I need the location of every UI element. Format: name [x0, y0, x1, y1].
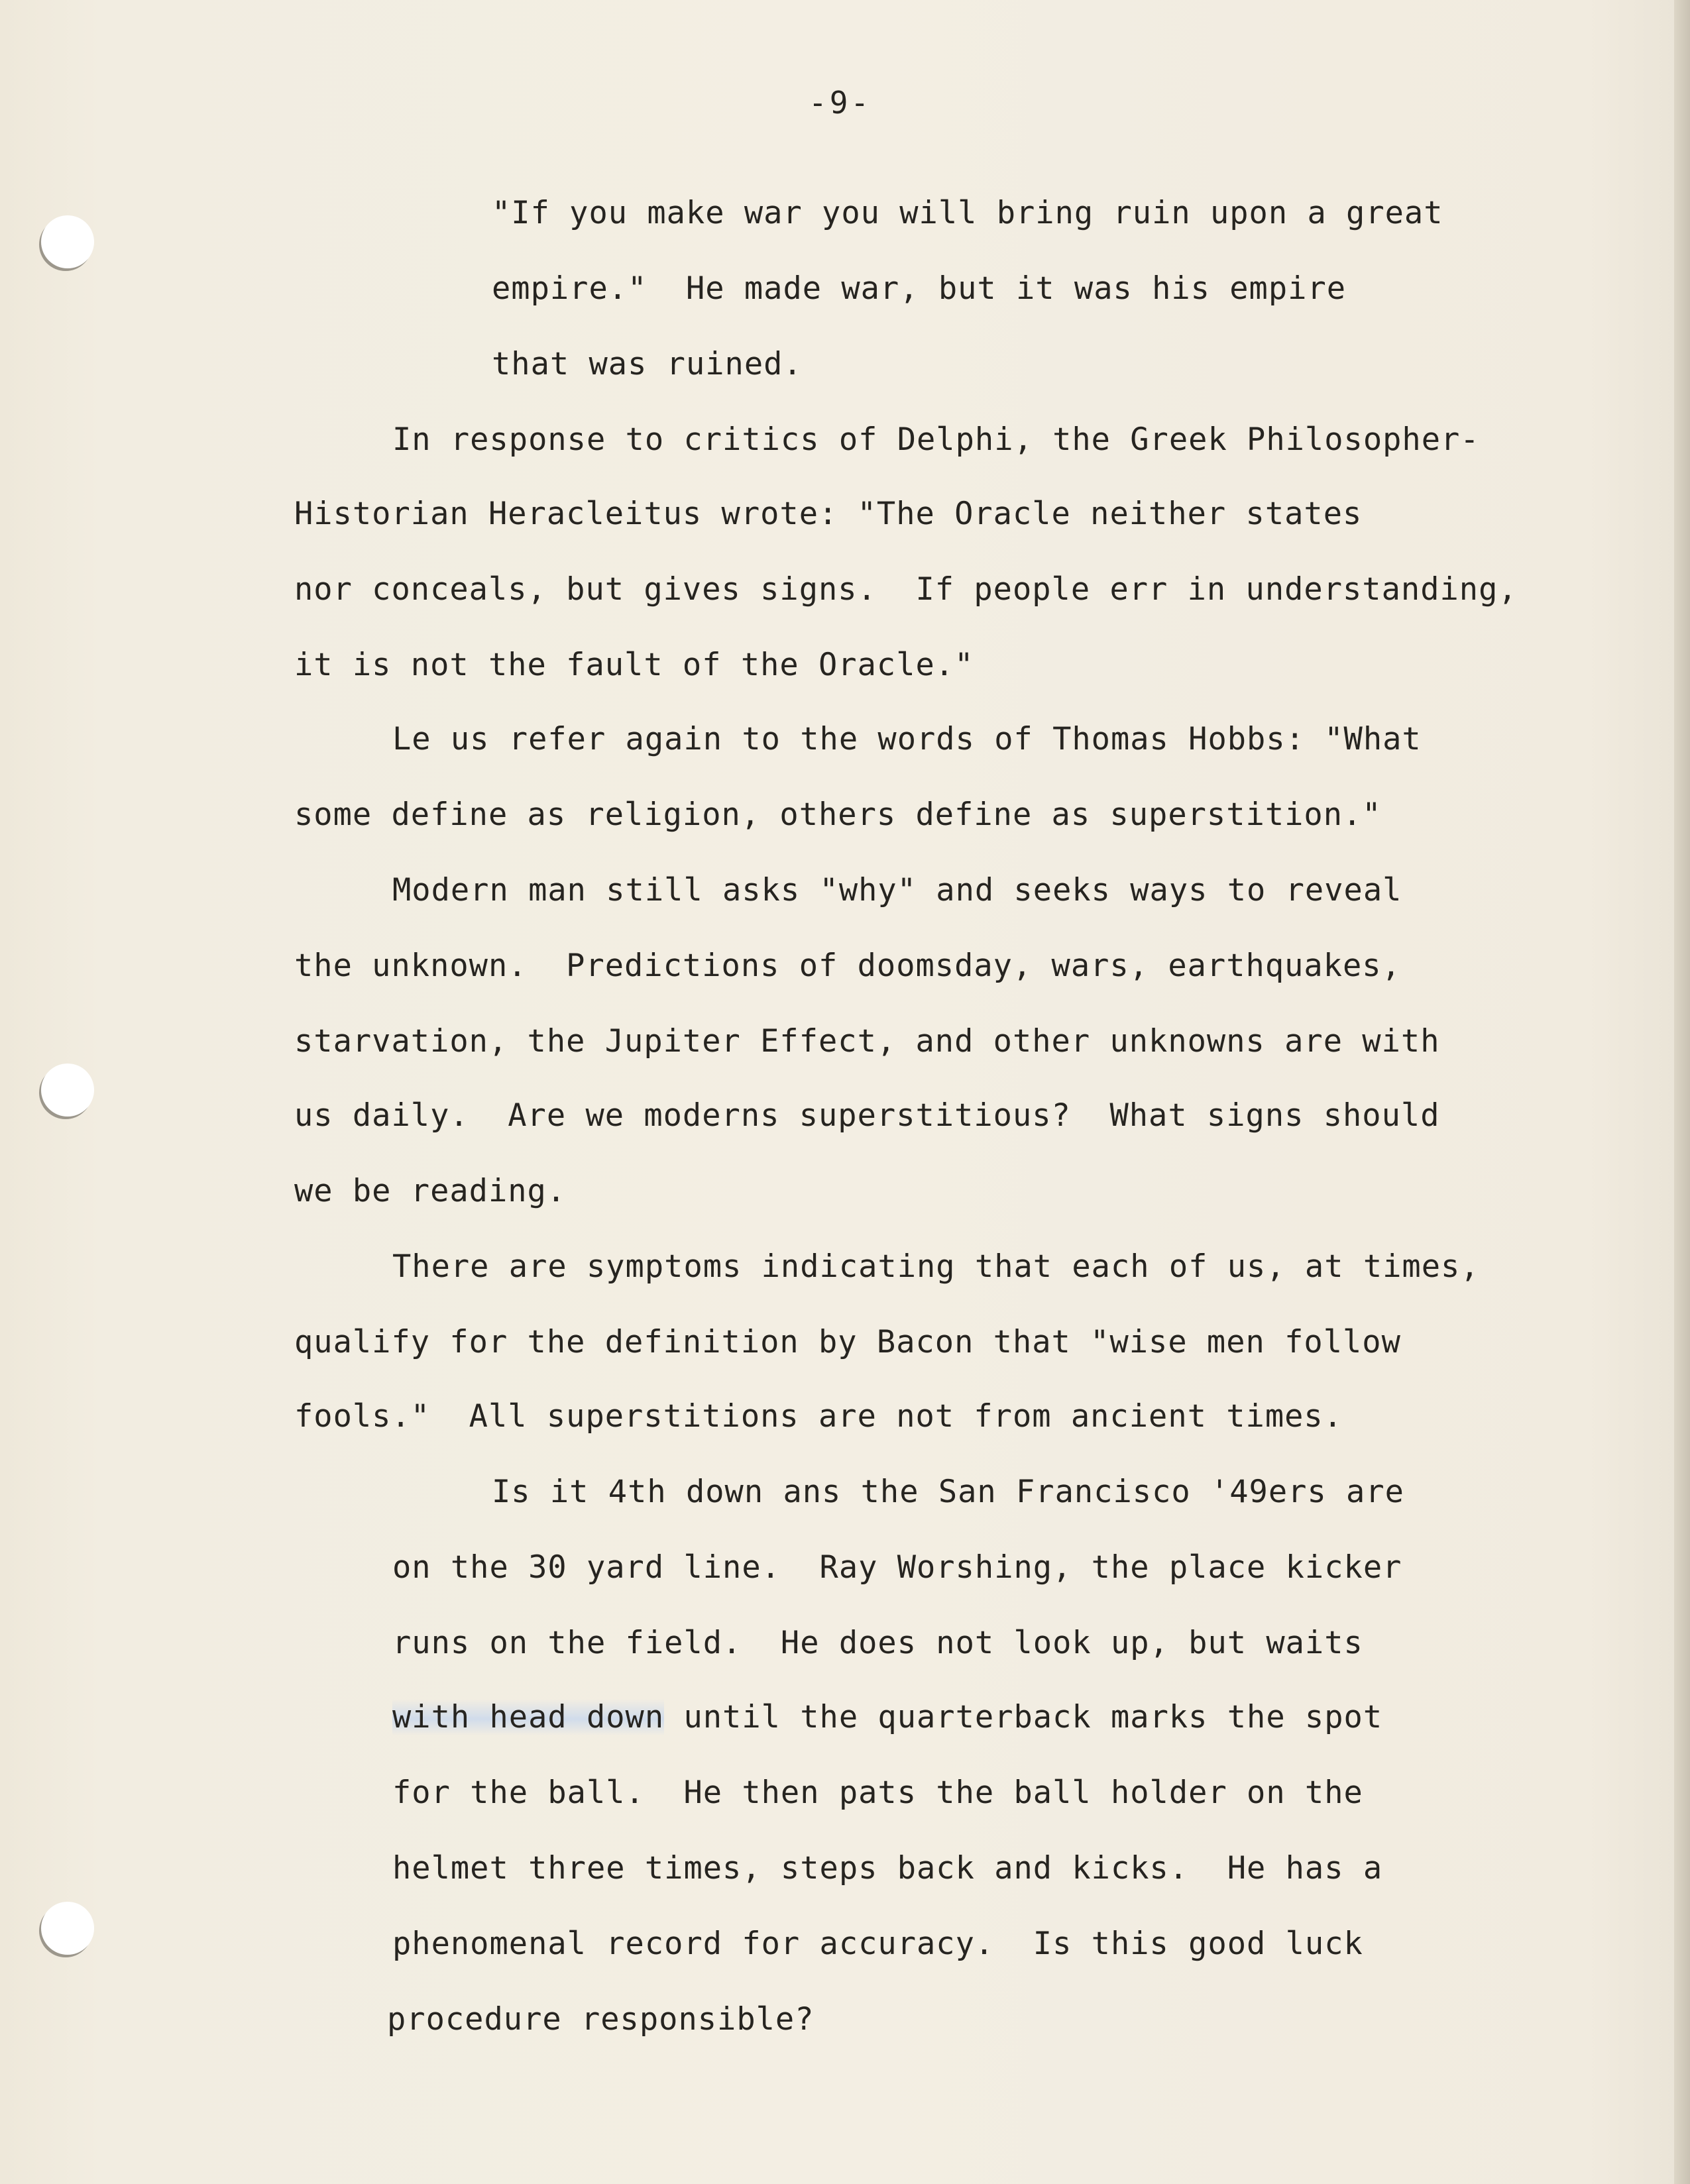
text-line: it is not the fault of the Oracle."	[294, 647, 974, 683]
text-segment: until the quarterback marks the spot	[664, 1699, 1383, 1735]
text-line	[392, 1699, 1383, 1735]
page-number: -9-	[809, 85, 872, 121]
text-line: Modern man still asks "why" and seeks ways to reveal	[392, 872, 1402, 908]
text-line: empire." He made war, but it was his empire	[492, 270, 1347, 307]
text-line: helmet three times, steps back and kicks. He has a	[392, 1850, 1383, 1886]
text-line: phenomenal record for accuracy. Is this good luck	[392, 1926, 1363, 1962]
text-line: runs on the field. He does not look up, but waits	[392, 1625, 1363, 1661]
text-line: procedure responsible?	[387, 2001, 815, 2038]
text-line: for the ball. He then pats the ball holder on the	[392, 1774, 1363, 1811]
text-line: we be reading.	[294, 1173, 567, 1209]
text-line: qualify for the definition by Bacon that "wise men follow	[294, 1324, 1401, 1360]
text-line: Historian Heracleitus wrote: "The Oracle neither states	[294, 496, 1363, 532]
text-line: Is it 4th down ans the San Francisco '49ers are	[492, 1474, 1404, 1510]
text-line: starvation, the Jupiter Effect, and other unknowns are with	[294, 1023, 1440, 1060]
text-line: that was ruined.	[492, 346, 803, 382]
highlighted-phrase: with head down	[392, 1699, 665, 1735]
text-line: some define as religion, others define as superstition."	[294, 796, 1382, 833]
text-line: us daily. Are we moderns superstitious? What signs should	[294, 1097, 1440, 1134]
text-line: In response to critics of Delphi, the Greek Philosopher-	[392, 421, 1480, 458]
text-line: nor conceals, but gives signs. If people err in understanding,	[294, 571, 1518, 608]
text-line: There are symptoms indicating that each of us, at times,	[392, 1248, 1480, 1285]
punch-hole-top	[41, 215, 94, 268]
text-line: "If you make war you will bring ruin upon a great	[492, 195, 1443, 231]
punch-hole-middle	[41, 1064, 94, 1117]
text-line: Le us refer again to the words of Thomas Hobbs: "What	[392, 721, 1422, 757]
text-line: fools." All superstitions are not from ancient times.	[294, 1398, 1343, 1435]
text-line: on the 30 yard line. Ray Worshing, the place kicker	[392, 1549, 1402, 1586]
text-line: the unknown. Predictions of doomsday, wars, earthquakes,	[294, 948, 1401, 984]
punch-hole-bottom	[41, 1902, 94, 1955]
page-edge	[1674, 0, 1690, 2184]
